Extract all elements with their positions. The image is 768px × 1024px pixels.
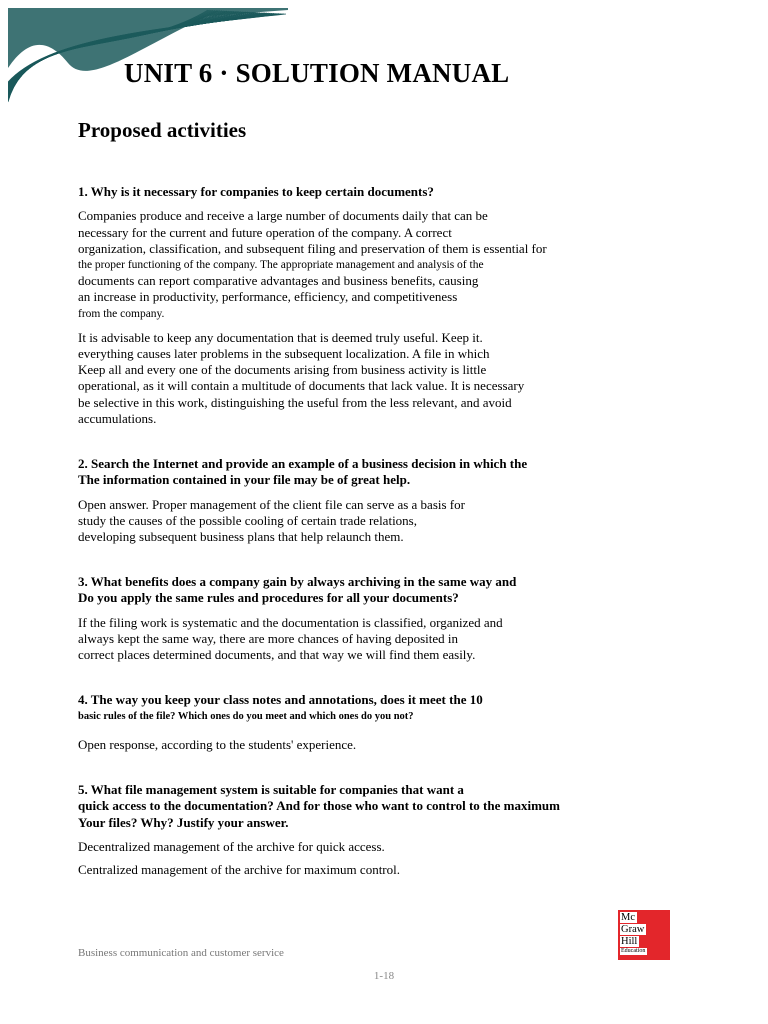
unit-title: UNIT 6 · SOLUTION MANUAL xyxy=(124,58,510,88)
question-line: Your files? Why? Justify your answer. xyxy=(78,814,289,830)
answer-1-paragraph-1 xyxy=(78,208,608,321)
answer-line: If the filing work is systematic and the documentation is classified, organized and xyxy=(78,614,503,630)
logo-line: Graw xyxy=(621,924,645,935)
answer-line: Decentralized management of the archive for quick access. xyxy=(78,839,385,855)
question-block-5 xyxy=(78,782,608,878)
question-line: quick access to the documentation? And for those who want to control to the maximum xyxy=(78,798,560,814)
answer-line: documents can report comparative advantages and business benefits, causing xyxy=(78,273,479,289)
question-block-2 xyxy=(78,456,608,545)
answer-line: It is advisable to keep any documentation that is deemed truly useful. Keep it. xyxy=(78,329,483,345)
question-line: 1. Why is it necessary for companies to keep certain documents? xyxy=(78,184,434,199)
answer-line: necessary for the current and future operation of the company. A correct xyxy=(78,224,452,240)
answer-line: from the company. xyxy=(78,307,165,320)
question-3 xyxy=(78,574,608,607)
question-1 xyxy=(78,184,608,200)
question-line: 5. What file management system is suitable for companies that want a xyxy=(78,782,464,798)
answer-2 xyxy=(78,497,608,546)
answer-line: study the causes of the possible cooling of certain trade relations, xyxy=(78,512,417,528)
answer-line: Centralized management of the archive for maximum control. xyxy=(78,862,400,878)
section-title: Proposed activities xyxy=(78,118,247,142)
answer-line: the proper functioning of the company. The appropriate management and analysis of the xyxy=(78,258,484,271)
question-block-3 xyxy=(78,574,608,663)
answer-5-paragraph-2 xyxy=(78,862,608,878)
answer-line: be selective in this work, distinguishing the useful from the less relevant, and avoid xyxy=(78,394,512,410)
answer-line: operational, as it will contain a multitude of documents that lack value. It is necessary xyxy=(78,378,525,394)
question-5 xyxy=(78,782,608,831)
header-wave-decoration xyxy=(8,8,288,104)
question-2 xyxy=(78,456,608,489)
answer-line: Companies produce and receive a large number of documents daily that can be xyxy=(78,208,488,224)
answer-1-paragraph-2 xyxy=(78,330,608,427)
answer-line: Keep all and every one of the documents arising from business activity is little xyxy=(78,362,487,378)
question-block-4 xyxy=(78,692,608,753)
logo-line: Mc xyxy=(621,912,635,923)
question-4 xyxy=(78,692,608,725)
answer-line: everything causes later problems in the subsequent localization. A file in which xyxy=(78,345,490,361)
answer-3 xyxy=(78,615,608,664)
mcgraw-hill-logo xyxy=(618,910,670,960)
logo-line: Hill xyxy=(621,936,638,947)
logo-line: Education xyxy=(621,948,646,954)
answer-line: accumulations. xyxy=(78,410,157,426)
answer-4 xyxy=(78,737,608,753)
footer-text: Business communication and customer service xyxy=(78,947,284,959)
question-line: 3. What benefits does a company gain by always archiving in the same way and xyxy=(78,574,517,590)
questions-list xyxy=(78,184,608,907)
answer-line: Open answer. Proper management of the client file can serve as a basis for xyxy=(78,496,465,512)
question-line: The information contained in your file may be of great help. xyxy=(78,472,411,488)
question-line: Do you apply the same rules and procedures for all your documents? xyxy=(78,590,459,606)
page-number: 1-18 xyxy=(373,970,395,982)
answer-line: correct places determined documents, and that way we will find them easily. xyxy=(78,647,476,663)
answer-5-paragraph-1 xyxy=(78,839,608,855)
answer-line: Open response, according to the students' experience. xyxy=(78,736,357,752)
answer-line: an increase in productivity, performance, efficiency, and competitiveness xyxy=(78,289,458,305)
question-line: basic rules of the file? Which ones do you meet and which ones do you not? xyxy=(78,710,414,722)
question-line: 4. The way you keep your class notes and annotations, does it meet the 10 xyxy=(78,692,483,708)
answer-line: organization, classification, and subsequent filing and preservation of them is essential for xyxy=(78,240,547,256)
question-line: 2. Search the Internet and provide an example of a business decision in which the xyxy=(78,455,528,471)
question-block-1 xyxy=(78,184,608,427)
answer-line: always kept the same way, there are more chances of having deposited in xyxy=(78,630,458,646)
answer-line: developing subsequent business plans that help relaunch them. xyxy=(78,528,404,544)
